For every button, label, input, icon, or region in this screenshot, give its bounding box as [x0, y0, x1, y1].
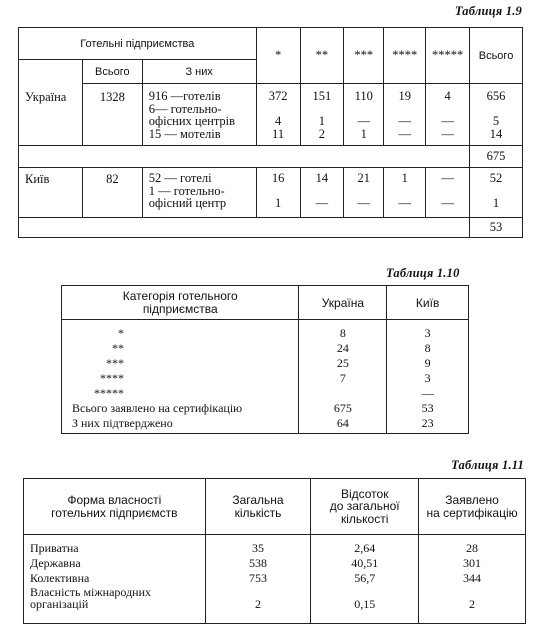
kyiv-total: 82: [82, 168, 142, 218]
table-row: [24, 541, 526, 556]
category-label: ***: [62, 356, 299, 371]
category-label: *: [62, 326, 299, 341]
kyiv-value: —: [387, 386, 469, 401]
percent-value: 2,64: [311, 541, 419, 556]
ukraine-star-5: 4 — —: [426, 84, 470, 146]
header-category: Категорія готельного підприємства: [62, 286, 299, 320]
ownership-label: Колективна: [24, 571, 206, 586]
ukraine-star-1: 372 4 11: [256, 84, 300, 146]
applied-value: 301: [419, 556, 526, 571]
table-1-9-caption: Таблиця 1.9: [454, 4, 522, 18]
table-1-11-caption: Таблиця 1.11: [451, 458, 524, 472]
ukraine-sum: 656 5 14: [470, 84, 523, 146]
ukraine-value: [299, 386, 387, 401]
ownership-label: Власність міжнародних організацій: [24, 586, 206, 616]
region-kyiv: Київ: [19, 168, 83, 218]
ukraine-value: 25: [299, 356, 387, 371]
ukraine-total: 1328: [82, 84, 142, 146]
header-total: Всього: [82, 60, 142, 84]
kyiv-value: 9: [387, 356, 469, 371]
percent-value: 0,15: [311, 586, 419, 616]
ukraine-value: 64: [299, 416, 387, 434]
ukraine-of-which: 916 —готелів 6— готельно- офісних центрів 15 — мотелів: [142, 84, 256, 146]
table-row: [62, 341, 469, 356]
header-total-right: Всього: [470, 28, 523, 84]
kyiv-value: 3: [387, 326, 469, 341]
table-1-9: [18, 27, 523, 238]
count-value: 753: [205, 571, 311, 586]
ukraine-value: 24: [299, 341, 387, 356]
header-star-1: *: [256, 28, 300, 84]
header-enterprises: Готельні підприємства: [19, 28, 257, 60]
ukraine-value: 7: [299, 371, 387, 386]
category-label: Всього заявлено на сертифікацію: [62, 401, 299, 416]
table-row: [24, 571, 526, 586]
applied-value: 344: [419, 571, 526, 586]
table-row: [24, 556, 526, 571]
percent-value: 56,7: [311, 571, 419, 586]
category-label: ****: [62, 371, 299, 386]
percent-value: 40,51: [311, 556, 419, 571]
ukraine-star-3: 110 — 1: [344, 84, 384, 146]
kyiv-star-4: 1 —: [384, 168, 426, 218]
count-value: 2: [205, 586, 311, 616]
applied-value: 28: [419, 541, 526, 556]
ownership-label: Приватна: [24, 541, 206, 556]
kyiv-star-2: 14 —: [300, 168, 344, 218]
kyiv-value: 3: [387, 371, 469, 386]
header-star-4: ****: [384, 28, 426, 84]
header-star-3: ***: [344, 28, 384, 84]
header-ownership-form: Форма власності готельних підприємств: [24, 479, 206, 535]
count-value: 35: [205, 541, 311, 556]
kyiv-star-1: 16 1: [256, 168, 300, 218]
table-row: [24, 586, 526, 616]
ukraine-grand-total: 675: [470, 146, 523, 168]
category-label: **: [62, 341, 299, 356]
table-row: [62, 416, 469, 434]
kyiv-star-3: 21 —: [344, 168, 384, 218]
header-kyiv: Київ: [387, 286, 469, 320]
kyiv-value: 53: [387, 401, 469, 416]
table-1-11: [23, 478, 526, 624]
header-applied: Заявлено на сертифікацію: [419, 479, 526, 535]
ukraine-star-2: 151 1 2: [300, 84, 344, 146]
category-label: *****: [62, 386, 299, 401]
table-1-10: [61, 285, 469, 434]
table-row: [62, 386, 469, 401]
header-total-count: Загальна кількість: [205, 479, 311, 535]
category-label: З них підтверджено: [62, 416, 299, 434]
ukraine-value: 8: [299, 326, 387, 341]
kyiv-of-which: 52 — готелі 1 — готельно- офісний центр: [142, 168, 256, 218]
applied-value: 2: [419, 586, 526, 616]
ukraine-value: 675: [299, 401, 387, 416]
kyiv-star-5: — —: [426, 168, 470, 218]
kyiv-sum: 52 1: [470, 168, 523, 218]
table-row: [62, 356, 469, 371]
header-ukraine: Україна: [299, 286, 387, 320]
header-star-2: **: [300, 28, 344, 84]
table-row: [62, 401, 469, 416]
count-value: 538: [205, 556, 311, 571]
table-1-10-caption: Таблиця 1.10: [386, 266, 460, 280]
kyiv-value: 23: [387, 416, 469, 434]
header-percent: Відсоток до загальної кількості: [311, 479, 419, 535]
header-of-which: З них: [142, 60, 256, 84]
ownership-label: Державна: [24, 556, 206, 571]
kyiv-grand-total: 53: [470, 218, 523, 238]
ukraine-star-4: 19 — —: [384, 84, 426, 146]
region-ukraine: Україна: [19, 84, 83, 146]
table-row: [62, 371, 469, 386]
table-row: [62, 326, 469, 341]
kyiv-value: 8: [387, 341, 469, 356]
header-star-5: *****: [426, 28, 470, 84]
